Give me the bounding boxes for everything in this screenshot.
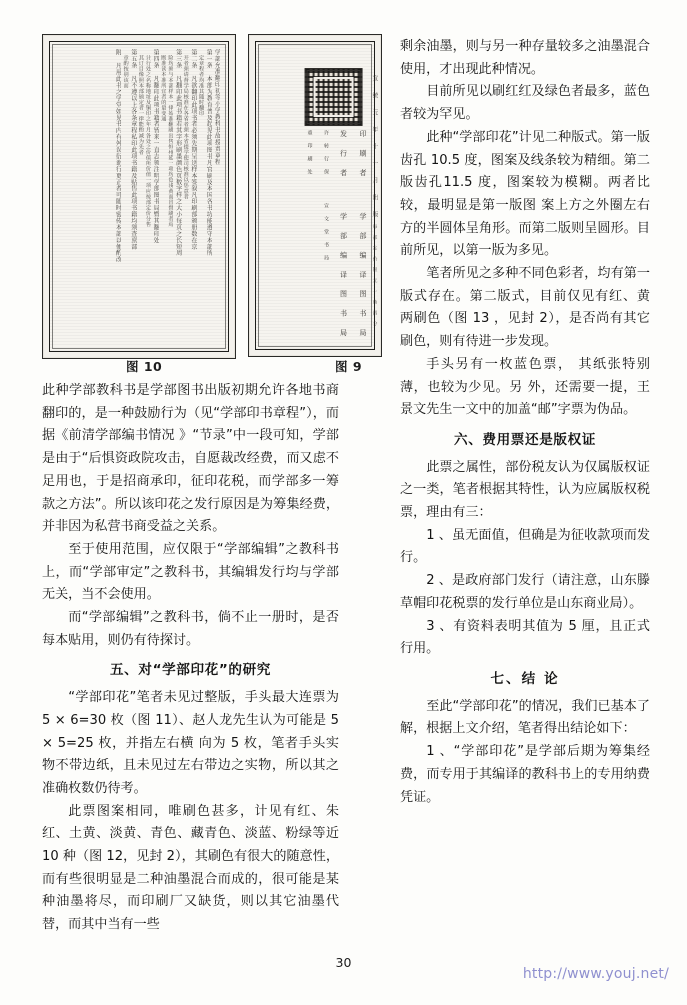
figure-10-column: 第一条 本部为教育普及起见此项图书凡官刷及本国各书坊能遵守本部所 <box>205 49 213 257</box>
figure-9-image <box>248 34 382 357</box>
figure-10-column: 学部允准翻印初等小学教科书故授责章程 <box>213 49 221 166</box>
figure-9-caption: 图 9 <box>335 359 363 374</box>
figure-10-column: 第五条 凡不遵以上各条章程私印此项书籍及贴售此项书籍均须查禀部 <box>129 49 137 250</box>
figure-10-column: 定章程者均准其随时翻印 <box>198 55 205 117</box>
watermark-url: http://www.youj.net/ <box>522 966 669 982</box>
figure-10-image <box>42 34 236 359</box>
page-number: 30 <box>335 955 352 970</box>
figure-9-colophon-entries <box>262 130 368 341</box>
colophon-label: 许 转 行 保 <box>323 130 329 175</box>
paragraph: 笔者所见之多种不同色彩者，均有第一版式存在。第二版式，目前仅见有红、黄 两刷色（图 13 ，见封 2），是否尚有其它刷色，则有待进一步发现。 <box>400 266 650 350</box>
paragraph: “学部印花”笔者未见过整版，手头最大连票为 5 × 6=30 枚（图 11）、赵人龙先生认为可能是 5 × 5=25 枚，并指左右横 向为 5 枚，笔者手头实物不带边纸，且未见过左右带边之实物，所以其之准确枚数仍待考。 <box>42 690 339 796</box>
paragraph: 而“学部编辑”之教科书，倘不止一册时，是否每本贴用，则仍有待探讨。 <box>42 610 339 648</box>
figure-10-column: 章酌按别该而 <box>122 55 129 89</box>
colophon-entry <box>322 130 330 341</box>
paragraph: 2 、是政府部门发行（请注意，山东滕草帽印花税票的发行单位是山东商业局）。 <box>400 573 650 611</box>
paragraph: 剩余油墨，则与另一种存量较多之油墨混合使用，才出现此种情况。 <box>400 39 650 77</box>
figure-9-date-column: 宣 统 元 年 十 一 月 出 版 <box>371 75 378 219</box>
figure-9-frame <box>255 41 375 350</box>
paragraph: 此票之属性，部份税友认为仅属版权证之一类，笔者根据其特性，认为应属版权税票，理由有三： <box>400 459 650 521</box>
paragraph: 此种“学部印花”计见二种版式。第一版齿孔 10.5 度，图案及线条较为精细。第二版齿孔11.5 度，图案较为模糊。两者比较，最明显是第一版图 案上方之外圈左右方的半圆体呈角形。而第二版则呈圆形。目前所见，以第一版为多见。 <box>400 129 650 259</box>
colophon-value: 学 部 编 译 图 书 局 <box>359 212 367 339</box>
figure-10-column: 附 凡用此书之学堂如见书内有舛误衍讹行更正者可随时密传本部以便酌改 <box>114 49 122 263</box>
paragraph: 手头另有一枚蓝色票， 其纸张特别薄，也较为少见。另 外，还需要一提，王景文先生一文中的加盖“邮”字票为伪品。 <box>400 356 650 418</box>
paragraph: 此种学部教科书是学部图书出版初期允许各地书商翻印的，是一种鼓励行为（见“学部印书章程”），而据《前清学部编书情况 》“节录”中一段可知，学部是由于“后惧资政院攻击，自愿裁改经费，而又虑不足用也，于是招商承印，征印花税，而学部多一筹款之方法”。所以该印花之发行原因是为筹集经费，并非因为私营书商受益之关系。 <box>42 383 339 535</box>
paragraph: 此票图案相同，唯刷色甚多，计见有红、朱红、土黄、淡黄、青色、藏青色、淡蓝、粉绿等近10 种（图 12，见封 2），其刷色有很大的随意性，而有些很明显是二种油墨混合而成的，很可能是某种油墨将尽，而印刷厂又缺货，则以其它油墨代替，而其中当有一些 <box>42 803 339 933</box>
figure-10-column: 险均须与本部样本一律始准翻刷出售恒州延一项均色浅黄而冒督刷者焉 <box>167 55 174 228</box>
figure-10-column: 计行处之名称地址及铜印之年月各处之价值所价值一项应按部定价分售 <box>145 55 152 228</box>
colophon-label: 印 刷 者 <box>359 130 367 178</box>
section-heading-seven: 七、结 论 <box>490 670 560 687</box>
figure-9-price-note: 每 部 定 价 银 元 一 角 四 分 <box>372 223 377 326</box>
paragraph: 至于使用范围，应仅限于“学部编辑”之教科书上，而“学部审定”之教科书，其编辑发行均与学部无关，当不会使用。 <box>42 541 339 603</box>
colophon-value: 学 部 编 译 图 书 局 <box>339 212 348 339</box>
colophon-entry <box>358 130 369 341</box>
colophon-value: 宣 文 堂 书 局 <box>323 203 329 261</box>
paragraph: 3 、有资料表明其值为 5 厘，且正式行用。 <box>400 618 650 657</box>
figure-10-column: 其订目像照本部颁定者一律能酌减为先者 <box>137 55 144 155</box>
figure-10-column: 第三条 凡翻印此项书籍若其字形刷墨颜色页数字样之大小每页之长短周 <box>174 49 182 257</box>
paragraph: 1 、虽无面值，但确是为征收款项而发行。 <box>400 527 650 566</box>
figures-band <box>42 34 382 354</box>
colophon-entry <box>338 130 349 341</box>
body-text-left-column <box>42 380 339 937</box>
figure-10-frame <box>49 41 229 352</box>
figure-10-column: 断准读本准所宜者的量变通 <box>160 55 167 122</box>
colophon-entry <box>305 130 313 341</box>
paragraph: 1 、“学部印花”是学部后期为筹集经费，而专用于其编译的教科书上的专用纳费凭证。 <box>400 744 650 805</box>
figure-10-column: 开者须请督学局核准在各省者须本省提学使司核准以惩意者 <box>182 55 189 200</box>
figure-10-column: 第四条 凡翻印此项书籍者皆来一直志领注明学部图书局暨其翻印处 <box>152 49 160 244</box>
colophon-label: 发 行 者 <box>339 130 348 178</box>
body-text-right-column <box>400 36 650 809</box>
paragraph: 目前所见以刷红红及绿色者最多，蓝色者较为罕见。 <box>400 84 650 123</box>
section-heading-five: 五、对“学部印花”的研究 <box>109 662 271 679</box>
seal-stamp-icon <box>305 68 363 126</box>
figure-10-vertical-columns <box>58 49 220 344</box>
section-heading-six: 六、费用票还是版权证 <box>454 431 596 448</box>
paragraph: 至此“学部印花”的情况，我们已基本了解，根据上文介绍，笔者得出结论如下： <box>400 698 650 737</box>
figure-10-caption: 图 10 <box>126 359 163 374</box>
figure-10-column: 第二条 凡欲翻印此项书者必须先期呈送样本签叙凡印刷部颁册数在京 <box>189 49 197 250</box>
colophon-label: 重 印 刷 处 <box>306 130 313 175</box>
